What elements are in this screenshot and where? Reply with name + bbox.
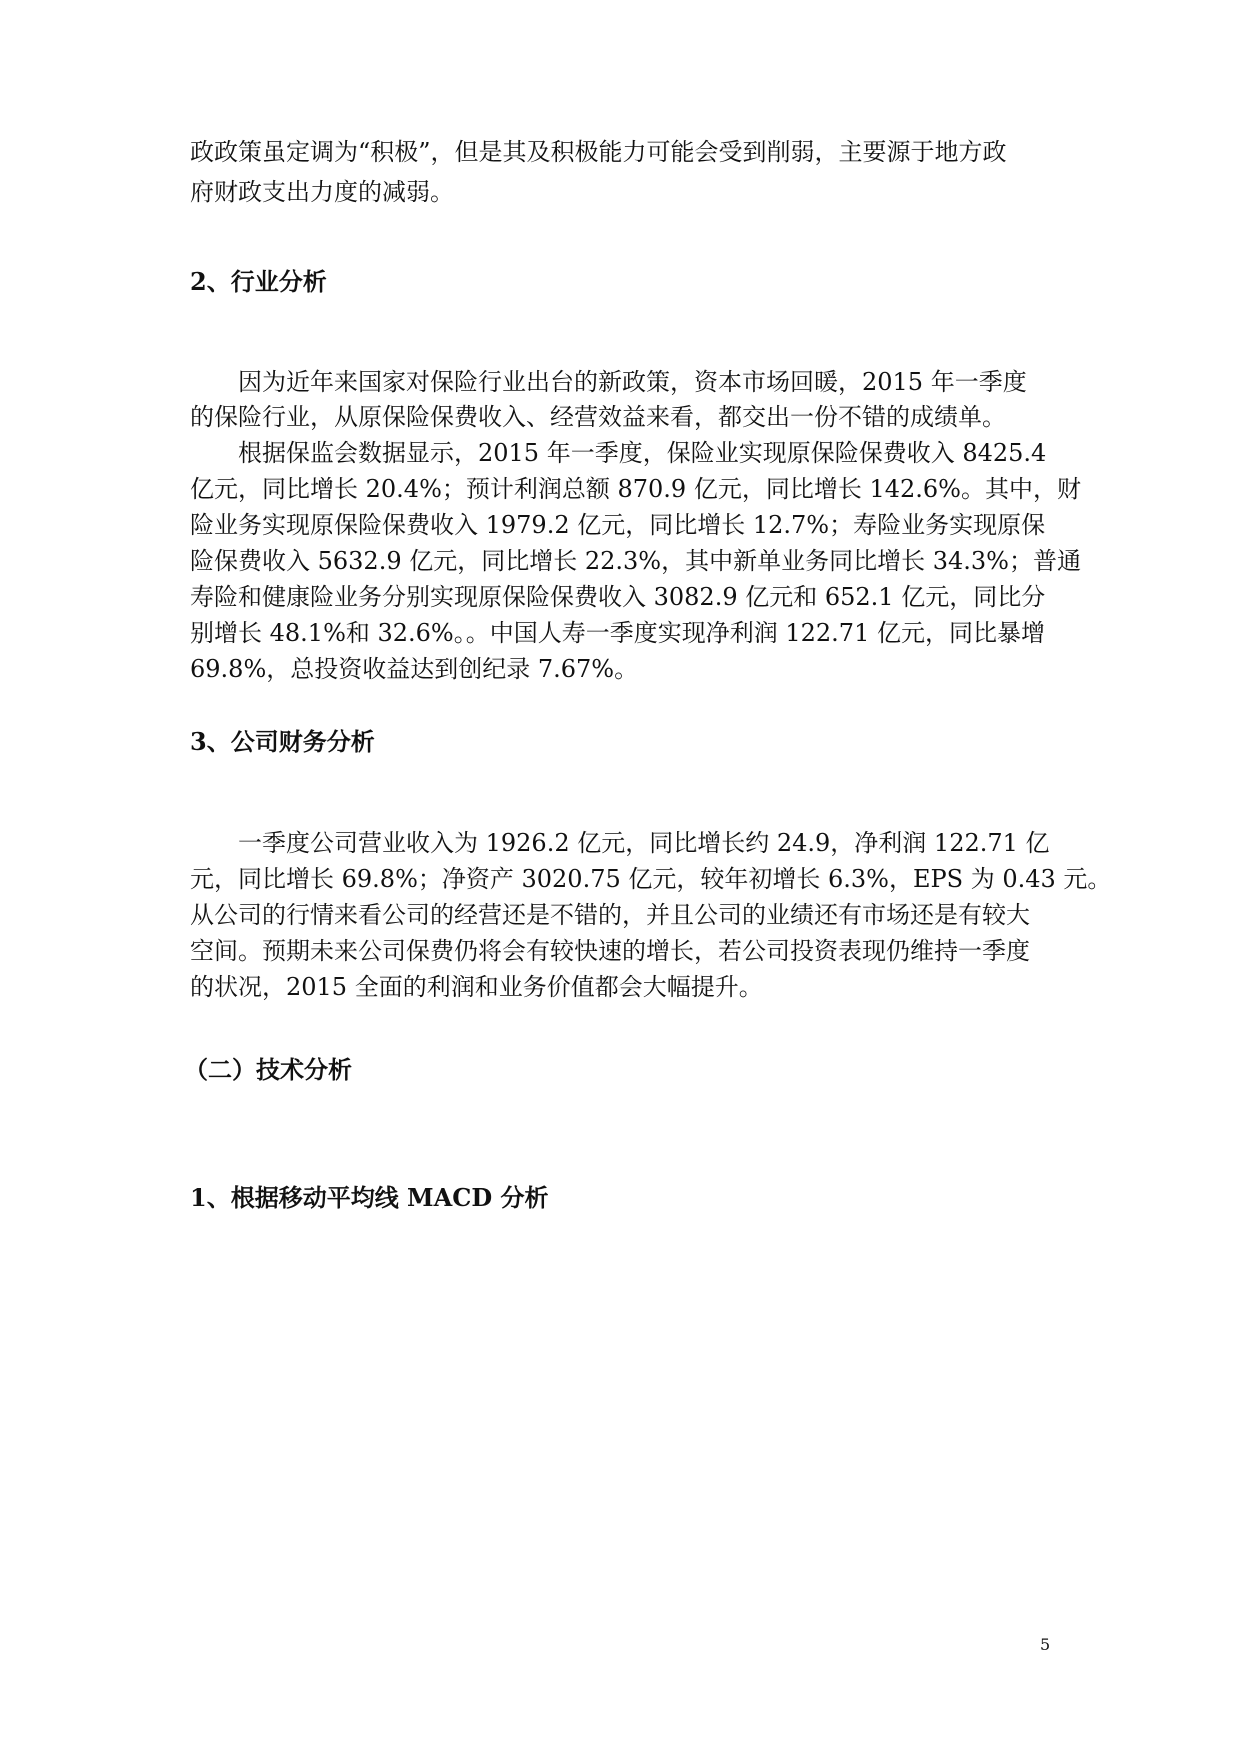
body-text-line: 的状况，2015 全面的利润和业务价值都会大幅提升。 xyxy=(190,973,763,1001)
body-text-line: 政政策虽定调为“积极”，但是其及积极能力可能会受到削弱，主要源于地方政 xyxy=(190,138,1007,166)
body-text-line: 因为近年来国家对保险行业出台的新政策，资本市场回暖，2015 年一季度 xyxy=(238,368,1027,396)
body-text-line: 69.8%，总投资收益达到创纪录 7.67%。 xyxy=(190,655,639,683)
section-heading-finance: 3、公司财务分析 xyxy=(190,727,375,756)
body-text-line: 从公司的行情来看公司的经营还是不错的，并且公司的业绩还有市场还是有较大 xyxy=(190,901,1030,929)
body-text-line: 亿元，同比增长 20.4%；预计利润总额 870.9 亿元，同比增长 142.6%。其中，财 xyxy=(190,475,1081,503)
body-text-line: 别增长 48.1%和 32.6%。。中国人寿一季度实现净利润 122.71 亿元，同比暴增 xyxy=(190,619,1045,647)
body-text-line: 府财政支出力度的减弱。 xyxy=(190,178,454,206)
sub-heading-macd: 1、根据移动平均线 MACD 分析 xyxy=(190,1183,549,1212)
page-number: 5 xyxy=(1040,1635,1051,1654)
section-heading-technical: （二）技术分析 xyxy=(184,1055,352,1084)
section-heading-industry: 2、行业分析 xyxy=(190,267,327,296)
body-text-line: 险业务实现原保险保费收入 1979.2 亿元，同比增长 12.7%；寿险业务实现原保 xyxy=(190,511,1046,539)
body-text-line: 寿险和健康险业务分别实现原保险保费收入 3082.9 亿元和 652.1 亿元，同比分 xyxy=(190,583,1046,611)
body-text-line: 元，同比增长 69.8%；净资产 3020.75 亿元，较年初增长 6.3%，EPS 为 0.43 元。 xyxy=(190,865,1112,893)
body-text-line: 的保险行业，从原保险保费收入、经营效益来看，都交出一份不错的成绩单。 xyxy=(190,403,1006,431)
body-text-line: 一季度公司营业收入为 1926.2 亿元，同比增长约 24.9，净利润 122.71 亿 xyxy=(238,829,1050,857)
body-text-line: 空间。预期未来公司保费仍将会有较快速的增长，若公司投资表现仍维持一季度 xyxy=(190,937,1030,965)
body-text-line: 险保费收入 5632.9 亿元，同比增长 22.3%，其中新单业务同比增长 34.3%；普通 xyxy=(190,547,1081,575)
body-text-line: 根据保监会数据显示，2015 年一季度，保险业实现原保险保费收入 8425.4 xyxy=(238,439,1047,467)
